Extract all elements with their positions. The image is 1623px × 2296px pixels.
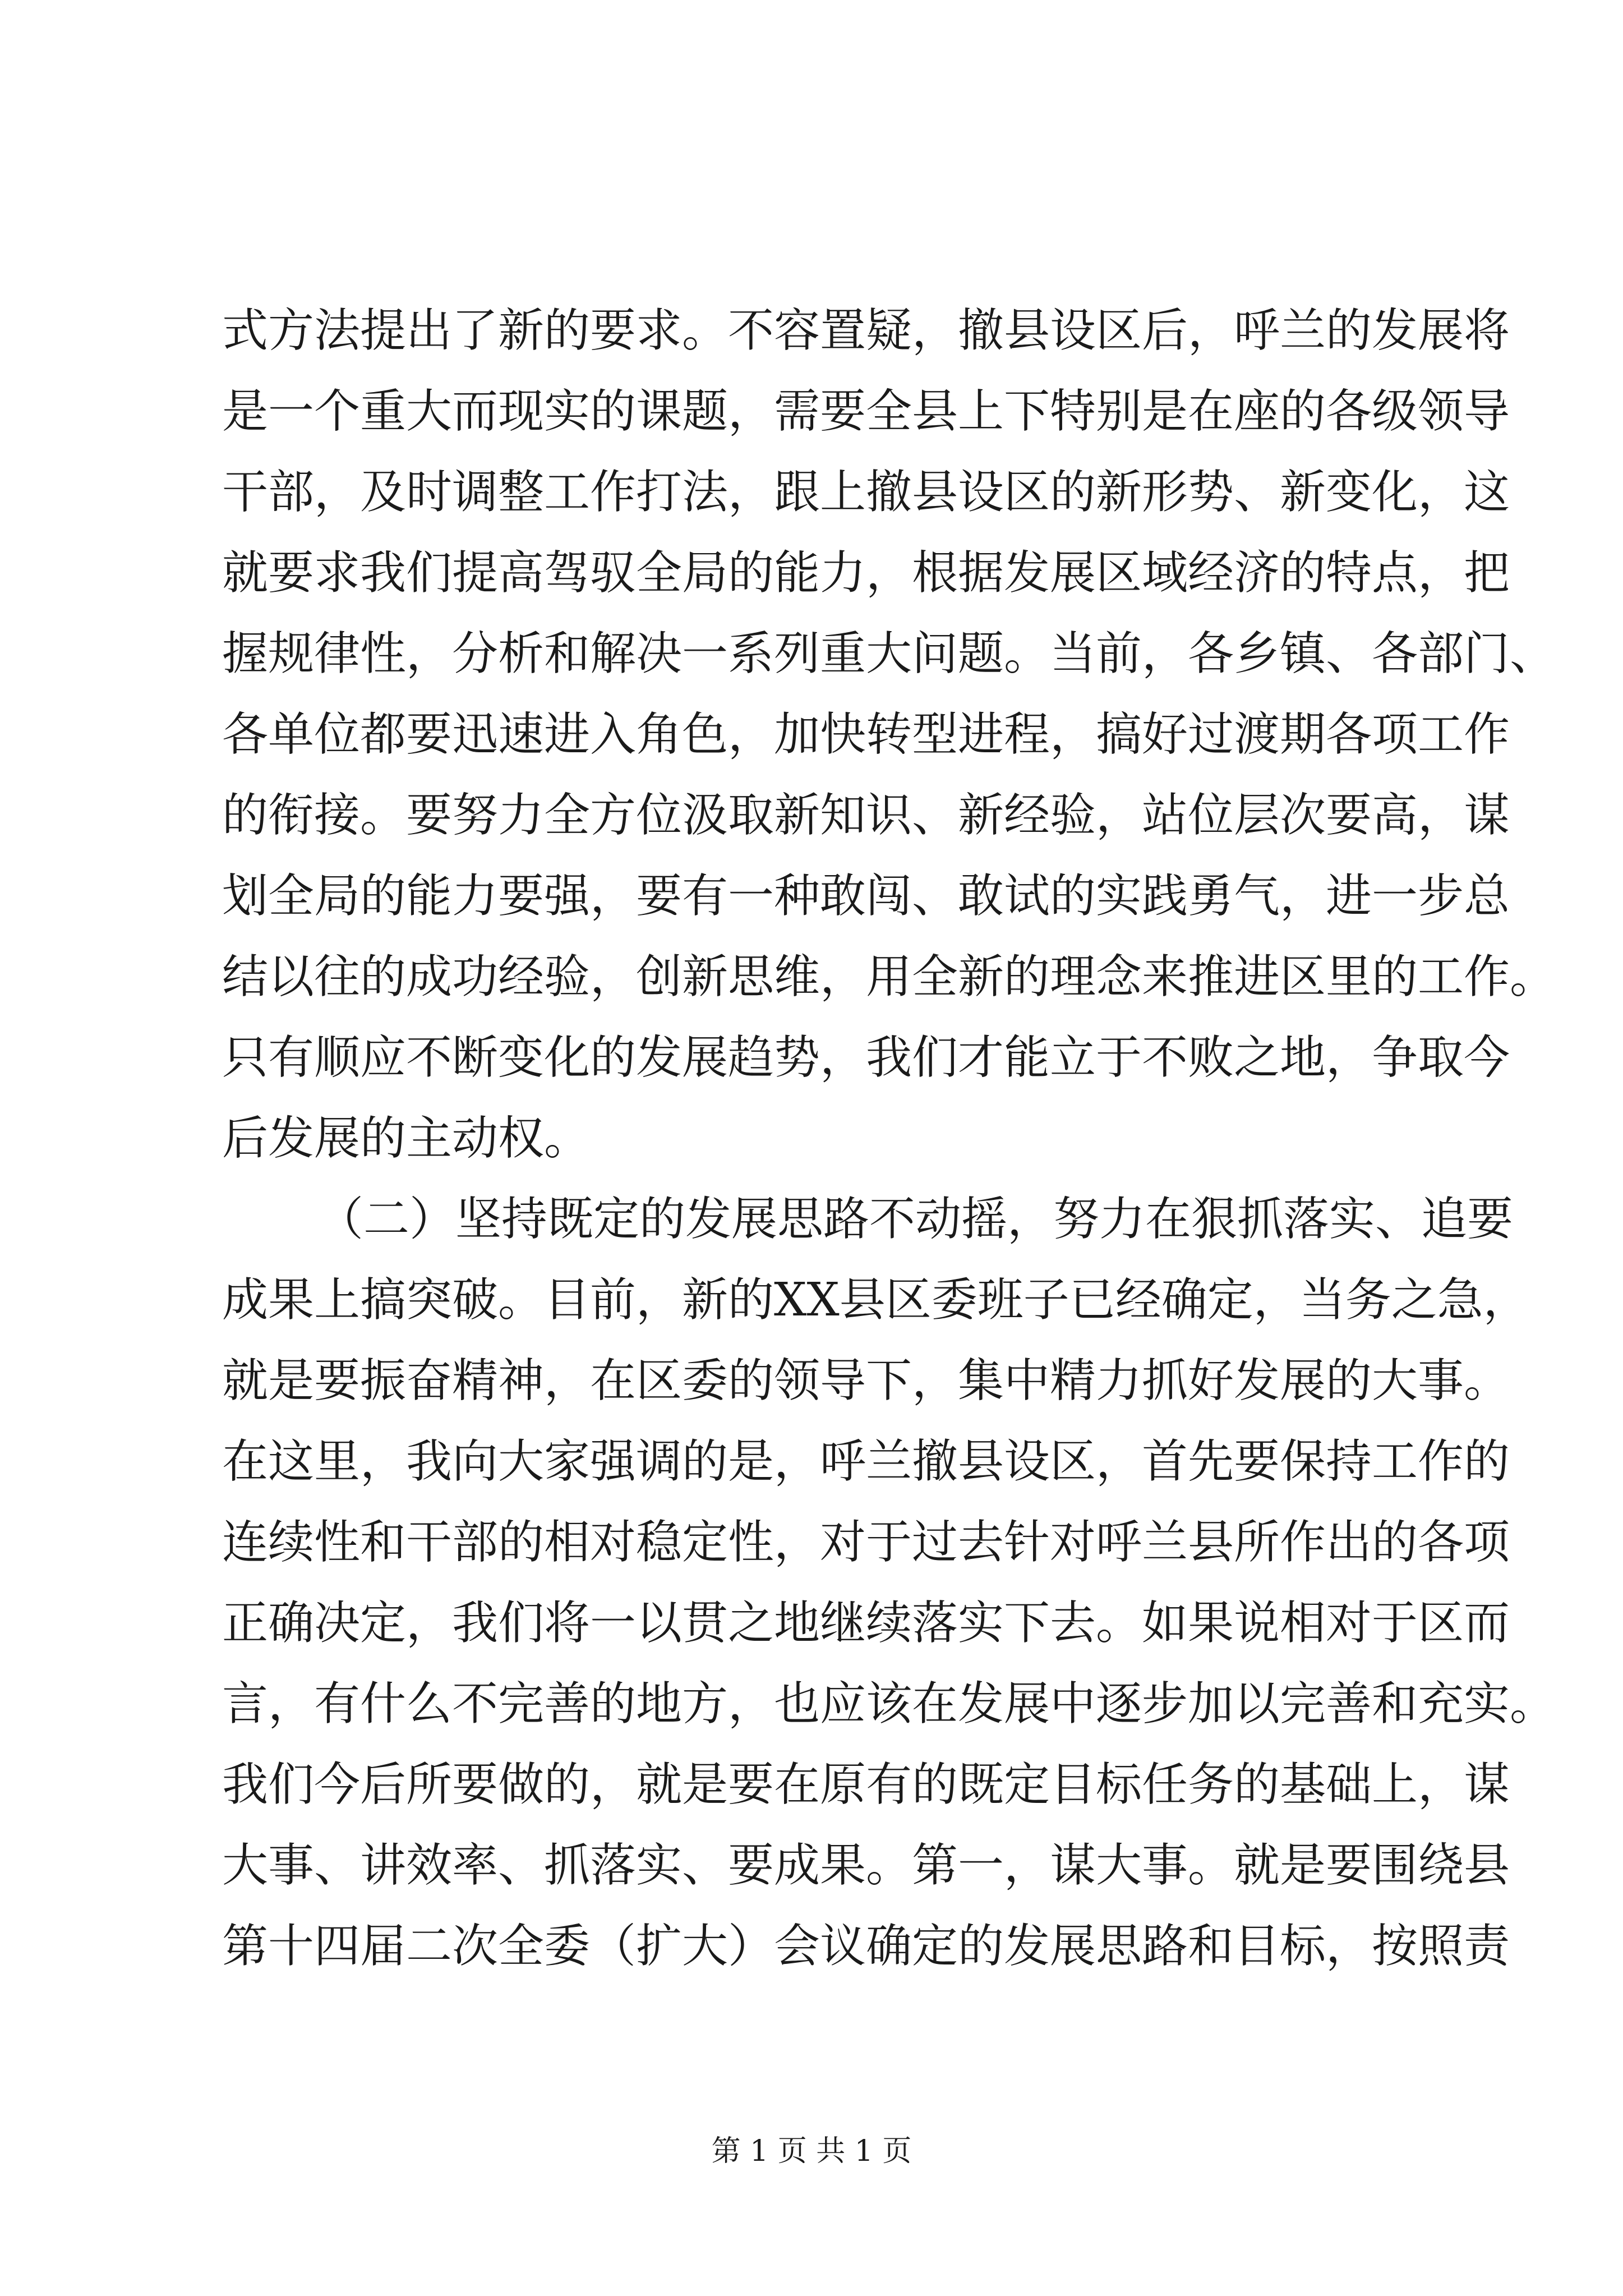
document-body: [222, 291, 1556, 1987]
text-line: 第十四届二次全委（扩大）会议确定的发展思路和目标，按照责: [222, 1920, 1510, 1973]
text-line: 就是要振奋精神，在区委的领导下，集中精力抓好发展的大事。: [222, 1354, 1510, 1407]
text-line: 的衔接。要努力全方位汲取新知识、新经验，站位层次要高，谋: [222, 789, 1510, 842]
text-line: 我们今后所要做的，就是要在原有的既定目标任务的基础上，谋: [222, 1758, 1510, 1811]
text-line: （二）坚持既定的发展思路不动摇，努力在狠抓落实、追要: [317, 1193, 1514, 1246]
text-line: 成果上搞突破。目前，新的XX县区委班子已经确定，当务之急，: [222, 1273, 1529, 1327]
text-line: 连续性和干部的相对稳定性，对于过去针对呼兰县所作出的各项: [222, 1516, 1510, 1569]
text-line: 干部，及时调整工作打法，跟上撤县设区的新形势、新变化，这: [222, 466, 1510, 519]
text-line: 就要求我们提高驾驭全局的能力，根据发展区域经济的特点，把: [222, 546, 1510, 600]
text-line: 握规律性，分析和解决一系列重大问题。当前，各乡镇、各部门、: [222, 627, 1556, 680]
text-line: 只有顺应不断变化的发展趋势，我们才能立于不败之地，争取今: [222, 1031, 1510, 1084]
text-line: 在这里，我向大家强调的是，呼兰撤县设区，首先要保持工作的: [222, 1435, 1510, 1488]
text-line: 结以往的成功经验，创新思维，用全新的理念来推进区里的工作。: [222, 950, 1556, 1004]
text-line: 后发展的主动权。: [222, 1112, 591, 1165]
text-line: 式方法提出了新的要求。不容置疑，撤县设区后，呼兰的发展将: [222, 304, 1510, 357]
text-line: 大事、讲效率、抓落实、要成果。第一，谋大事。就是要围绕县: [222, 1839, 1510, 1892]
page-footer: 第 1 页 共 1 页: [711, 2134, 912, 2168]
text-line: 各单位都要迅速进入角色，加快转型进程，搞好过渡期各项工作: [222, 708, 1510, 761]
text-line: 言，有什么不完善的地方，也应该在发展中逐步加以完善和充实。: [222, 1677, 1556, 1731]
text-line: 是一个重大而现实的课题，需要全县上下特别是在座的各级领导: [222, 385, 1510, 438]
text-line: 正确决定，我们将一以贯之地继续落实下去。如果说相对于区而: [222, 1596, 1510, 1650]
text-line: 划全局的能力要强，要有一种敢闯、敢试的实践勇气，进一步总: [222, 869, 1510, 923]
